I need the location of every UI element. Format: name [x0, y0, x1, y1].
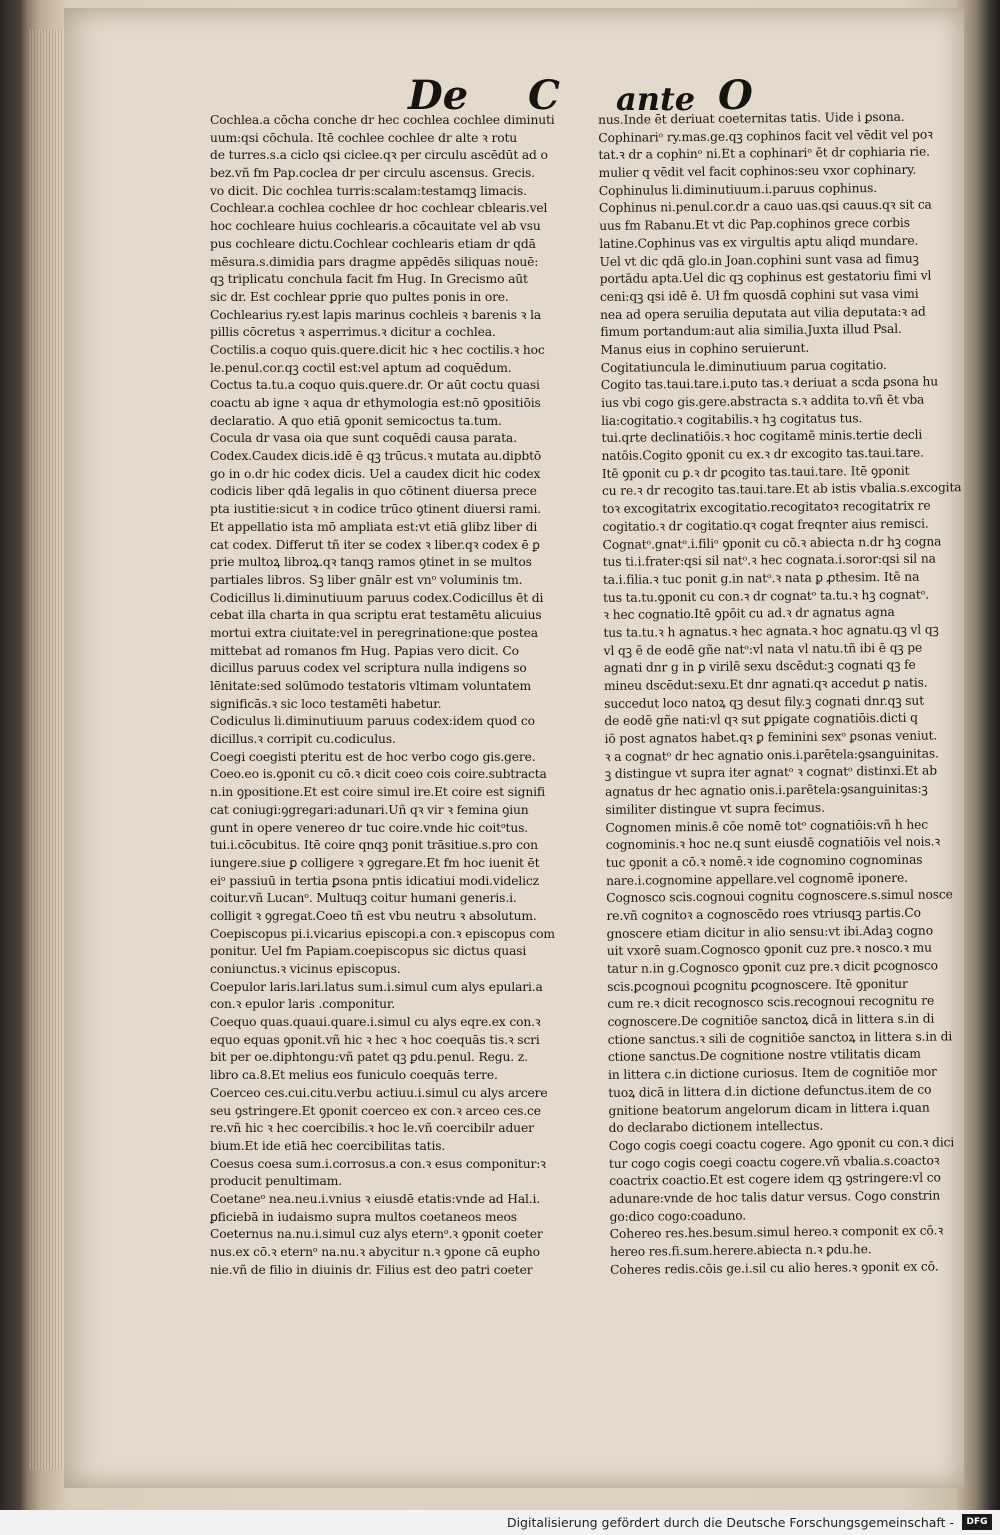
right-column-line: Itē ꝯponit cu ꝑ.ꝛ dr ꝑcogito tas.taui.tare. Itē ꝯponit — [601, 463, 910, 481]
left-column-line: uum:qsi cōchula. Itē cochlee cochlee dr alte ꝛ rotu — [210, 130, 518, 145]
right-column-line: lia:cogitatio.ꝛ cogitabilis.ꝛ hꝫ cogitatus tus. — [601, 410, 863, 428]
left-column-line: seu ꝯstringere.Et ꝯponit coerceo ex con.ꝛ arceo ces.ce — [210, 1103, 541, 1118]
right-text-column — [598, 108, 982, 1279]
right-column-line: tat.ꝛ dr a cophinᵒ ni.Et a cophinariᵒ ēt dr cophiaria rie. — [598, 144, 930, 163]
right-column-line: cu re.ꝛ dr recogito tas.taui.tare.Et ab istis vbalia.s.excogita — [601, 480, 962, 499]
right-column-line: ctione sanctus.De cognitione nostre vtilitatis dicam — [607, 1047, 921, 1065]
left-column-line: bit per oe.diphtongu:vñ patet qꝫ ꝑdu.penul. Regu. z. — [210, 1050, 528, 1065]
right-column-line: Uel vt dic qdā glo.in Joan.cophini sunt vasa ad fimuꝫ — [599, 251, 919, 269]
left-column-line: lēnitate:sed solūmodo testatoris vltimam voluntatem — [210, 679, 531, 693]
left-column-line: iungere.siue ꝑ colligere ꝛ ꝯgregare.Et fm hoc iuenit ēt — [210, 855, 540, 870]
left-column-line: bez.vñ fm Pap.coclea dr per circulu ascensus. Grecis. — [210, 166, 535, 181]
left-column-line: ꝑficiebā in iudaismo supra multos coetaneos meos — [210, 1209, 517, 1224]
right-column-line: tatur n.in g.Cognosco ꝯponit cuz pre.ꝛ dicit ꝑcognosco — [606, 958, 938, 976]
right-column-line: Cohereo res.hes.besum.simul hereo.ꝛ componit ex cō.ꝛ — [609, 1223, 944, 1242]
right-column-line: hereo res.fi.sum.herere.abiecta n.ꝛ ꝑdu.he. — [609, 1242, 872, 1259]
right-column-line: tuoꝝ dicā in littera d.in dictione defunctus.item de co — [608, 1082, 932, 1100]
right-column-line: agnati dnr g in ꝑ virilē sexu dscēdut:ꝫ cognati qꝫ fe — [603, 658, 916, 676]
left-column-line: Codicillus li.diminutiuum paruus codex.Codicillus ēt di — [210, 590, 544, 605]
left-column-line: Coctus ta.tu.a coquo quis.quere.dr. Or aūt coctu quasi — [210, 378, 540, 393]
right-column-line: ctione sanctus.ꝛ sili de cognitiōe sanctoꝝ in littera s.in di — [607, 1029, 953, 1047]
left-column-line: pta iustitie:sicut ꝛ in codice trūco ꝯtinent diuersi rami. — [210, 502, 541, 517]
right-column-line: natōis.Cogito ꝯponit cu ex.ꝛ dr excogito tas.taui.tare. — [601, 445, 924, 464]
left-column-line: Coesus coesa sum.i.corrosus.a con.ꝛ esus componitur:ꝛ — [210, 1156, 546, 1171]
right-column-line: mineu dscēdut:sexu.Et dnr agnati.qꝛ accedut ꝑ natis. — [603, 675, 928, 693]
left-column-line: cat codex. Differut tñ iter se codex ꝛ liber.qꝛ codex ē ꝑ — [210, 537, 540, 552]
left-column-line: coactu ab igne ꝛ aqua dr ethymologia est:nō ꝯpositiōis — [210, 396, 541, 410]
right-column-line: agnatus dr hec agnatio onis.i.parētela:ꝯsanguinitas:ꝫ — [605, 781, 928, 800]
footer-credit: Digitalisierung gefördert durch die Deutsche Forschungsgemeinschaft - — [506, 1515, 954, 1530]
left-column-line: significās.ꝛ sic loco testamēti habetur. — [210, 696, 442, 711]
left-column-line: coitur.vñ Lucanᵒ. Multuqꝫ coitur humani generis.i. — [210, 891, 517, 906]
left-column-line: con.ꝛ epulor laris .componitur. — [210, 997, 395, 1012]
right-column-line: cogitatio.ꝛ dr cogitatio.qꝛ cogat freqnter aius remisci. — [602, 516, 929, 534]
left-column-line: Cochlearius ry.est lapis marinus cochleis ꝛ barenis ꝛ la — [210, 307, 542, 322]
left-column-line: equo equas ꝯponit.vñ hic ꝛ hec ꝛ hoc coequās tis.ꝛ scri — [210, 1032, 540, 1047]
left-column-line: libro ca.8.Et melius eos funiculo coequās terre. — [210, 1068, 498, 1083]
right-column-line: scis.ꝑcognoui ꝑcognitu ꝑcognoscere. Itē ꝯponitur — [607, 976, 908, 994]
left-column-line: go in o.dr hic codex dicis. Uel a caudex dicit hic codex — [210, 466, 541, 481]
right-column-line: ꝛ hec cognatio.Itē ꝯpōit cu ad.ꝛ dr agnatus agna — [603, 605, 895, 623]
right-column-line: nea ad opera seruilia deputata aut vilia deputata:ꝛ ad — [600, 304, 926, 322]
right-column-line: gnitione beatorum angelorum dicam in littera i.quan — [608, 1100, 930, 1118]
right-column-line: Cognosco scis.cognoui cognitu cognoscere.s.simul nosce — [606, 887, 953, 906]
left-column-line: Coequo quas.quaui.quare.i.simul cu alys eqre.ex con.ꝛ — [210, 1015, 541, 1030]
left-column-line: codicis liber qdā legalis in quo cōtinent diuersa prece — [210, 484, 537, 499]
left-column-line: sic dr. Est cochlear ꝑprie quo pultes ponis in ore. — [210, 289, 509, 304]
left-column-line: bium.Et ide etiā hec coercibilitas tatis. — [210, 1138, 446, 1153]
right-column-line: vl qꝫ ē de eodē gñe natᵒ:vl nata vl natu.tñ ibi ē qꝫ pe — [603, 640, 923, 658]
left-column-line: eiᵒ passiuū in tertia ꝑsona pntis idicatiui modi.videlicz — [210, 873, 539, 888]
header-word-1: De — [408, 72, 469, 119]
right-column-line: Cophinus ni.penul.cor.dr a cauo uas.qsi cauus.qꝛ sit ca — [598, 197, 932, 216]
right-column-line: ꝛ a cognatᵒ dr hec agnatio onis.i.parētela:ꝯsanguinitas. — [604, 746, 939, 764]
left-column-line: Coctilis.a coquo quis.quere.dicit hic ꝛ hec coctilis.ꝛ hoc — [210, 342, 545, 357]
left-column-line: vo dicit. Dic cochlea turris:scalam:testamqꝫ limacis. — [210, 183, 527, 198]
footer-bar — [0, 1510, 1000, 1535]
left-column-line: tui.i.cōcubitus. Itē coire qnqꝫ ponit trāsitiue.s.pro con — [210, 838, 538, 853]
header-word-2: C — [528, 72, 560, 119]
left-column-line: prie multoꝝ libroꝝ.qꝛ tanqꝫ ramos ꝯtinet in se multos — [210, 555, 532, 570]
right-column-line: succedut loco natoꝝ qꝫ desut fily.ꝫ cognati dnr.qꝫ sut — [604, 693, 925, 711]
left-column-line: Cocula dr vasa oia que sunt coquēdi causa parata. — [210, 431, 517, 446]
left-column-line: dicillus paruus codex vel scriptura nulla indigens so — [210, 661, 527, 676]
left-column-line: declaratio. A quo etiā ꝯponit semicoctus ta.tum. — [210, 413, 502, 428]
left-column-line: Coepulor laris.lari.latus sum.i.simul cum alys epulari.a — [210, 979, 543, 994]
left-text-column — [210, 112, 582, 1279]
page-edges — [28, 30, 68, 1470]
right-column-line: gnoscere etiam dicitur in alio sensu:vt ibi.Adaꝫ cogno — [606, 923, 933, 941]
left-column-line: Et appellatio ista mō ampliata est:vt etiā glibz liber di — [210, 519, 538, 534]
left-column-line: cebat illa charta in qua scriptu erat testamētu alicuius — [210, 608, 542, 623]
right-column-line: adunare:vnde de hoc talis datur versus. Cogo constrin — [609, 1188, 941, 1206]
right-column-line: ta.i.filia.ꝛ tuc ponit g.in natᵒ.ꝛ nata ꝑ ꝓthesim. Itē na — [602, 569, 920, 587]
left-column-line: cat coniugi:ꝯgregari:adunari.Uñ qꝛ vir ꝛ femina ꝯiun — [210, 802, 529, 817]
dfg-logo: DFG — [962, 1514, 992, 1530]
right-column-line: coactrix coactio.Et est cogere idem qꝫ ꝯstringere:vl co — [609, 1170, 941, 1189]
right-column-line: Coheres redis.cōis ge.i.sil cu alio heres.ꝛ ꝯponit ex cō. — [610, 1259, 939, 1277]
left-column-line: mēsura.s.dimidia pars dragme appēdēs siliquas nouē: — [210, 254, 539, 269]
right-column-line: Cophinulus li.diminutiuum.i.paruus cophinus. — [598, 180, 878, 198]
right-column-line: de eodē gñe nati:vl qꝛ sut ꝑpigate cognatiōis.dicti q — [604, 711, 918, 729]
right-column-line: Cogo cogis coegi coactu cogere. Ago ꝯponit cu con.ꝛ dici — [608, 1135, 955, 1153]
right-column-line: tus ta.tu.ꝛ h agnatus.ꝛ hec agnata.ꝛ hoc agnatu.qꝫ vl qꝫ — [603, 622, 939, 640]
right-column-line: cognominis.ꝛ hoc ne.q sunt eiusdē cognatiōis vel nois.ꝛ — [605, 834, 941, 853]
right-column-line: go:dico cogo:coaduno. — [609, 1208, 747, 1224]
left-column-line: re.vñ hic ꝛ hec coercibilis.ꝛ hoc le.vñ coercibilr aduer — [210, 1121, 534, 1136]
left-column-line: pillis cōcretus ꝛ asperrimus.ꝛ dicitur a cochlea. — [210, 325, 496, 340]
right-column-line: in littera c.in dictione curiosus. Item de cognitiōe mor — [608, 1064, 937, 1083]
right-column-line: do declarabo dictionem intellectus. — [608, 1118, 824, 1136]
right-column-line: nus.Inde ēt deriuat coeternitas tatis. Uide i ꝑsona. — [598, 109, 905, 127]
right-column-line: similiter distingue vt supra fecimus. — [605, 800, 825, 817]
left-column-line: Coeternus na.nu.i.simul cuz alys eternᵒ.ꝛ ꝯponit coeter — [210, 1227, 543, 1242]
left-column-line: mortui extra ciuitate:vel in peregrinatione:que postea — [210, 625, 538, 640]
right-column-line: Manus eius in cophino seruierunt. — [600, 340, 810, 357]
left-column-line: Cochlea.a cōcha conche dr hec cochlea cochlee diminuti — [210, 113, 555, 127]
right-column-line: iō post agnatos habet.qꝛ ꝑ feminini sexᵒ ꝑsonas veniut. — [604, 728, 938, 747]
right-column-line: uus fm Rabanu.Et vt dic Pap.cophinos grece corbis — [599, 215, 910, 234]
left-column-line: dicillus.ꝛ corripit cu.codiculus. — [210, 732, 396, 747]
left-column-line: n.in ꝯpositione.Et est coire simul ire.Et coire est signifi — [210, 785, 546, 800]
left-column-line: nus.ex cō.ꝛ eternᵒ na.nu.ꝛ abycitur n.ꝛ ꝯpone cā eupho — [210, 1245, 540, 1259]
left-column-line: Coepiscopus pi.i.vicarius episcopi.a con.ꝛ episcopus com — [210, 926, 555, 941]
header-word-4: O — [718, 72, 753, 119]
right-column-line: tui.qrte declinatiōis.ꝛ hoc cogitamē minis.tertie decli — [601, 427, 923, 446]
left-column-line: Coerceo ces.cui.citu.verbu actiuu.i.simul cu alys arcere — [210, 1085, 548, 1100]
left-column-line: gunt in opere venereo dr tuc coire.vnde hic coitᵒtus. — [210, 820, 529, 835]
left-column-line: pus cochleare dictu.Cochlear cochlearis etiam dr qdā — [210, 236, 536, 251]
left-column-line: mittebat ad romanos fm Hug. Papias vero dicit. Co — [210, 643, 519, 658]
right-column-line: ius vbi cogo gis.gere.abstracta s.ꝛ addita to.vñ ēt vba — [600, 392, 925, 410]
left-column-line: Codex.Caudex dicis.idē ē qꝫ trūcus.ꝛ mutata au.dipbtō — [210, 449, 542, 464]
right-column-line: mulier q vēdit vel facit cophinos:seu vxor cophinary. — [598, 162, 917, 181]
right-column-line: tuc ꝯponit a cō.ꝛ nomē.ꝛ ide cognomino cognominas — [605, 852, 923, 870]
left-column-line: colligit ꝛ ꝯgregat.Coeo tñ est vbu neutru ꝛ absolutum. — [210, 908, 537, 923]
right-column-line: portādu apta.Uel dic qꝫ cophinus est gestatoriu fimi vl — [599, 268, 932, 287]
left-column-line: ponitur. Uel fm Papiam.coepiscopus sic dictus quasi — [210, 944, 527, 959]
right-column-line: ceni:qꝫ qsi idē ē. Uł fm quosdā cophini sut vasa vimi — [599, 286, 919, 304]
left-column-line: qꝫ triplicatu conchula facit fm Hug. In Grecismo aūt — [210, 272, 528, 287]
left-column-line: producit penultimam. — [210, 1174, 342, 1189]
left-column-line: nie.vñ de filio in diuinis dr. Filius est deo patri coeter — [210, 1262, 533, 1277]
right-column-line: nare.i.cognomine appellare.vel cognomē iponere. — [605, 870, 908, 888]
right-column-line: tus ti.i.frater:qsi sil natᵒ.ꝛ hec cognata.i.soror:qsi sil na — [602, 551, 936, 570]
right-column-line: tur cogo cogis coegi coactu cogere.vñ vbalia.s.coactoꝛ — [608, 1153, 940, 1171]
right-column-line: Cophinariᵒ ry.mas.ge.qꝫ cophinos facit vel vēdit vel poꝛ — [598, 127, 933, 145]
right-column-line: uit vxorē suam.Cognosco ꝯponit cuz pre.ꝛ nosco.ꝛ mu — [606, 940, 932, 959]
left-column-line: partiales libros. Sꝫ liber gnālr est vnᵒ voluminis tm. — [210, 572, 523, 587]
left-column-line: Codiculus li.diminutiuum paruus codex:idem quod co — [210, 714, 535, 729]
right-column-line: cum re.ꝛ dicit recognosco scis.recognoui recognitu re — [607, 993, 935, 1012]
right-column-line: Cognomen minis.ē cōe nomē totᵒ cognatiōis:vñ h hec — [605, 817, 929, 835]
left-column-line: Coeo.eo is.ꝯponit cu cō.ꝛ dicit coeo cois coire.subtracta — [210, 767, 547, 782]
left-column-line: hoc cochleare huius cochlearis.a cōcauitate vel ab vsu — [210, 219, 541, 234]
right-column-line: re.vñ cognitoꝛ a cognoscēdo roes vtriusqꝫ partis.Co — [606, 905, 921, 923]
right-column-line: cognoscere.De cognitiōe sanctoꝝ dicā in littera s.in di — [607, 1011, 935, 1030]
right-column-line: latine.Cophinus vas ex virgultis aptu aliqd mundare. — [599, 233, 919, 251]
right-column-line: ꝫ distingue vt supra iter agnatᵒ ꝛ cognatᵒ distinxi.Et ab — [604, 763, 937, 782]
header-word-3: ante — [616, 80, 696, 118]
left-column-line: coniunctus.ꝛ vicinus episcopus. — [210, 962, 401, 976]
right-column-line: Cognatᵒ.gnatᵒ.i.filiᵒ ꝯponit cu cō.ꝛ abiecta n.dr hꝫ cogna — [602, 533, 942, 552]
left-column-line: Coegi coegisti pteritu est de hoc verbo cogo gis.gere. — [210, 749, 536, 764]
left-column-line: Cochlear.a cochlea cochlee dr hoc cochlear cblearis.vel — [210, 201, 548, 216]
right-column-line: toꝛ excogitatrix excogitatio.recogitatoꝛ recogitatrix re — [602, 498, 931, 517]
left-column-line: de turres.s.a ciclo qsi ciclee.qꝛ per circulu ascēdūt ad o — [210, 148, 548, 163]
right-column-line: Cogitatiuncula le.diminutiuum parua cogitatio. — [600, 357, 887, 375]
right-column-line: tus ta.tu.ꝯponit cu con.ꝛ dr cognatᵒ ta.tu.ꝛ hꝫ cognatᵒ. — [603, 587, 930, 605]
left-column-line: le.penul.cor.qꝫ coctil est:vel aptum ad coquēdum. — [210, 360, 512, 375]
right-column-line: Cogito tas.taui.tare.i.puto tas.ꝛ deriuat a scda ꝑsona hu — [600, 374, 939, 393]
right-column-line: fimum portandum:aut alia similia.Juxta illud Psal. — [600, 322, 902, 340]
left-column-line: Coetaneᵒ nea.neu.i.vnius ꝛ eiusdē etatis:vnde ad Hal.i. — [210, 1191, 541, 1206]
